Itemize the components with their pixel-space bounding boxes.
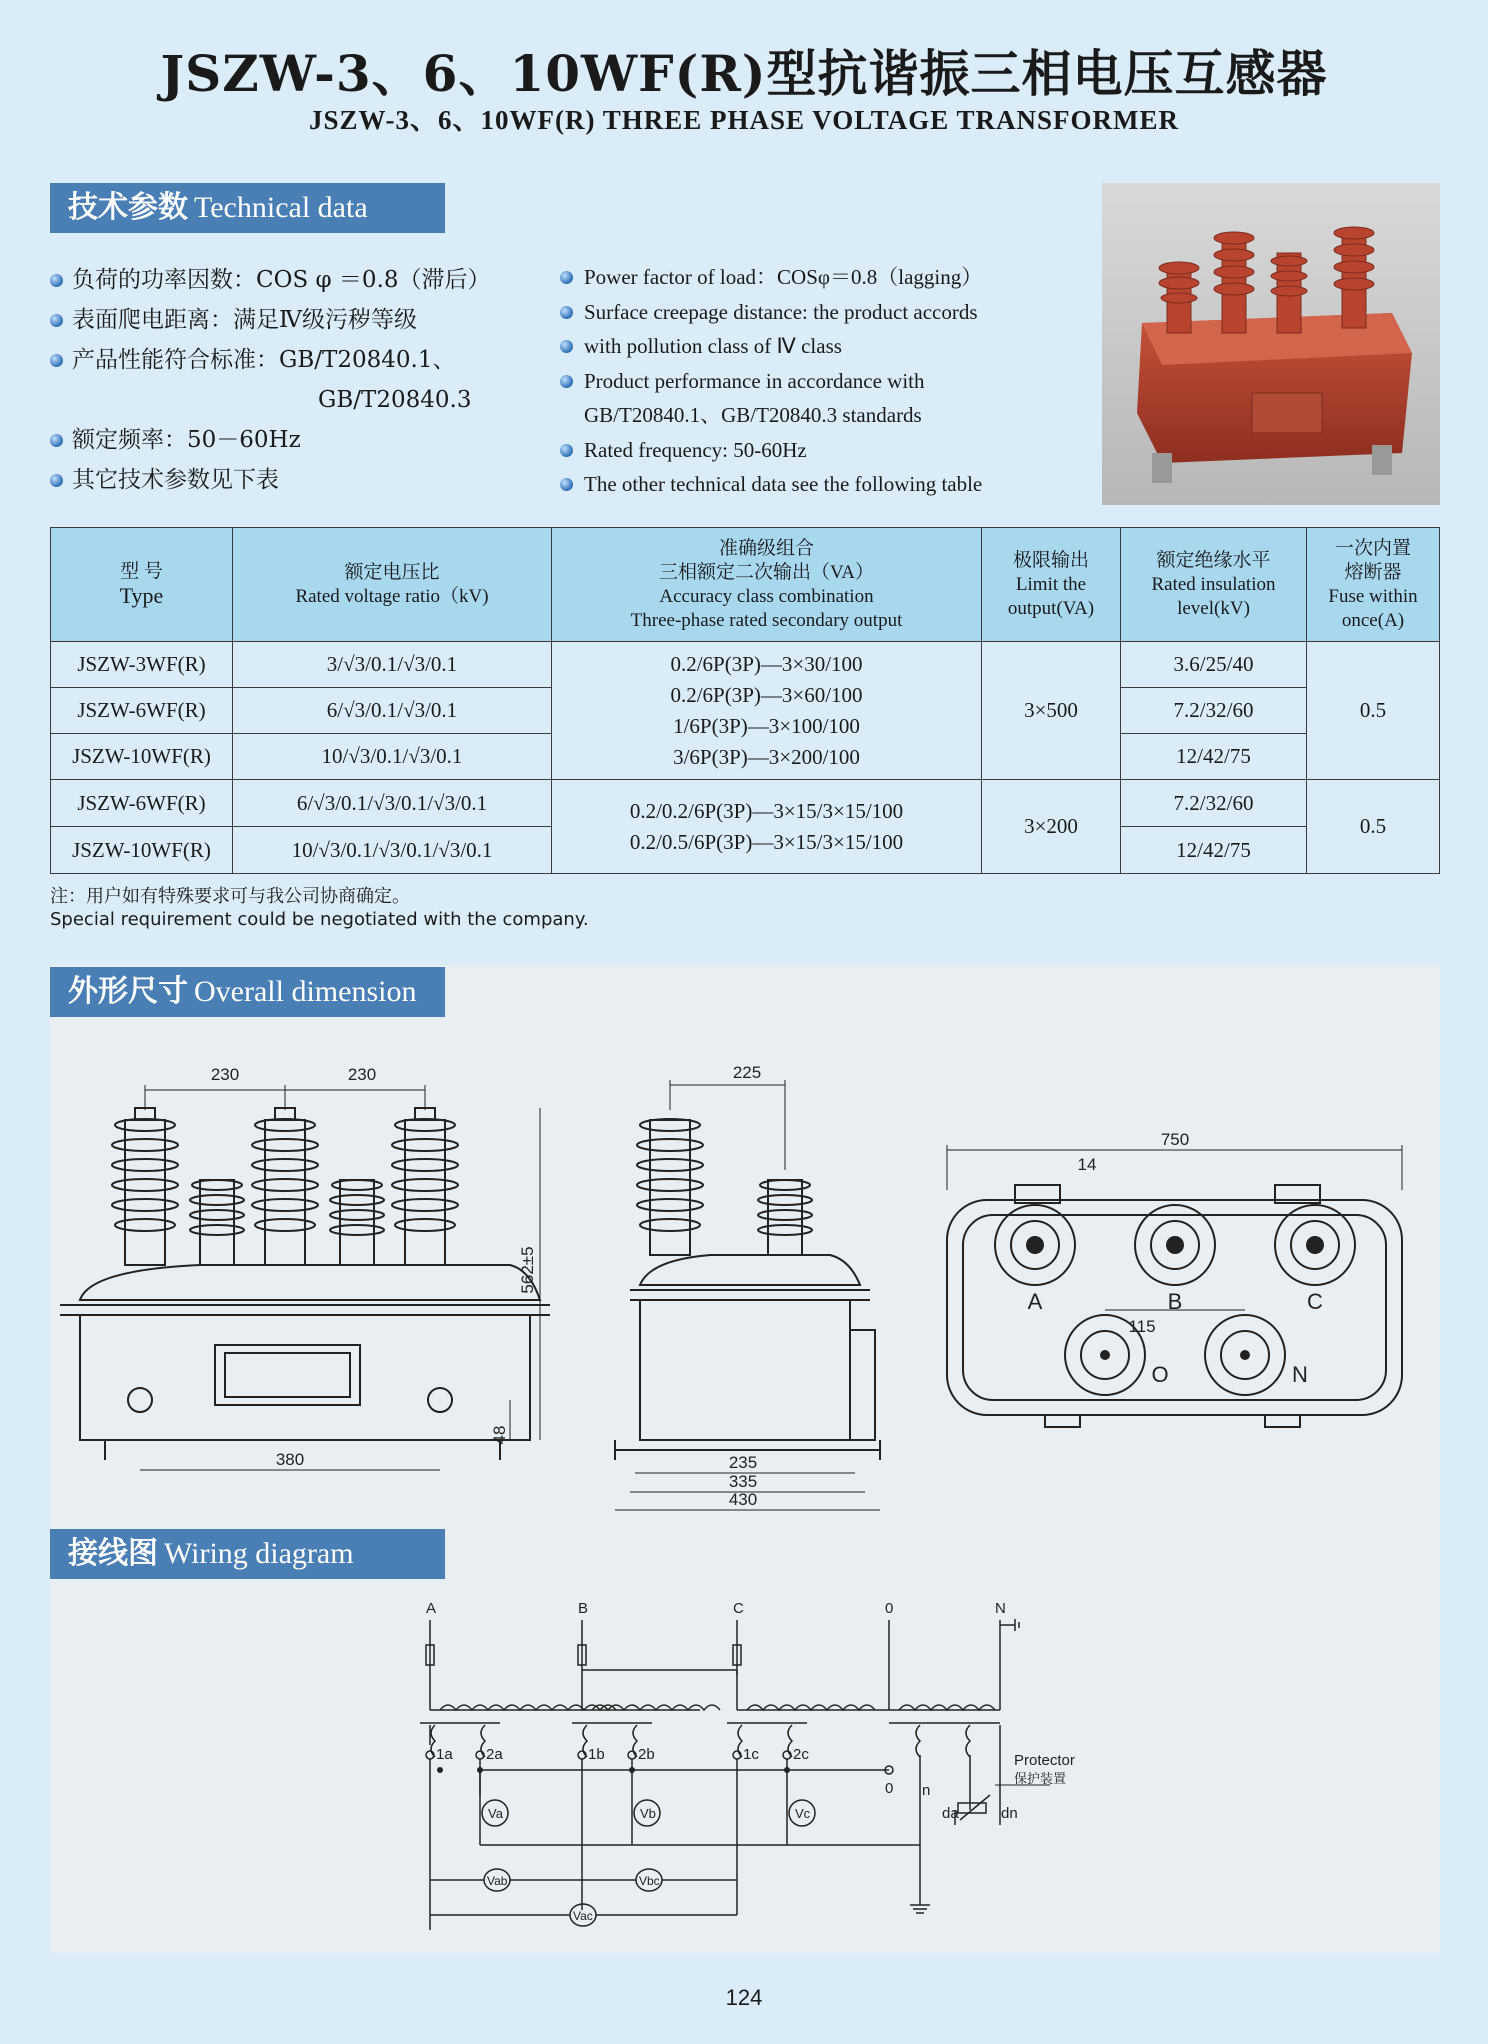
terminal-label-N: N xyxy=(1292,1362,1308,1387)
note xyxy=(50,885,589,931)
section-title-cn: 技术参数 xyxy=(68,190,188,225)
protector-label-cn: 保护装置 xyxy=(1014,1771,1067,1786)
bullet-item: Power factor of load：COSφ＝0.8（lagging） xyxy=(560,260,982,295)
voltmeter-Vac: Vac xyxy=(573,1909,593,1923)
section-title-en: Wiring diagram xyxy=(164,1537,354,1570)
wiring-label-N: N xyxy=(995,1600,1006,1617)
accuracy-group-1: 0.2/6P(3P)—3×30/100 0.2/6P(3P)—3×60/100 1/6P(3P)—3×100/100 3/6P(3P)—3×200/100 xyxy=(552,642,982,780)
voltmeter-Vbc: Vbc xyxy=(639,1874,660,1888)
terminal-1b: 1b xyxy=(588,1746,605,1763)
side-view-drawing xyxy=(615,1080,880,1510)
bullet-item: 表面爬电距离：满足Ⅳ级污秽等级 xyxy=(50,300,491,340)
bullets-en xyxy=(560,260,982,502)
dim-115: 115 xyxy=(1128,1317,1156,1336)
bullet-item: Rated frequency: 50-60Hz xyxy=(560,433,982,468)
terminal-1c: 1c xyxy=(743,1746,759,1763)
terminal-2b: 2b xyxy=(638,1746,655,1763)
protector-label-en: Protector xyxy=(1014,1752,1075,1769)
section-title-cn: 外形尺寸 xyxy=(68,974,188,1009)
terminal-n: n xyxy=(922,1782,931,1799)
dim-380: 380 xyxy=(275,1450,305,1469)
terminal-da: da xyxy=(942,1805,959,1822)
section-title-cn: 接线图 xyxy=(68,1536,158,1571)
accuracy-group-2: 0.2/0.2/6P(3P)—3×15/3×15/100 0.2/0.5/6P(3P)—3×15/3×15/100 xyxy=(552,780,982,874)
bullet-continuation: GB/T20840.1、GB/T20840.3 standards xyxy=(584,403,922,427)
voltmeter-Vb: Vb xyxy=(640,1806,656,1821)
table-row: JSZW-10WF(R) 10/√3/0.1/√3/0.1/√3/0.1 12/42/75 xyxy=(51,827,1440,874)
terminal-label-A: A xyxy=(1027,1289,1043,1314)
col-accuracy: 准确级组合 三相额定二次输出（VA） Accuracy class combination Three-phase rated secondary output xyxy=(552,528,982,642)
section-title-en: Overall dimension xyxy=(194,975,417,1008)
dim-14: 14 xyxy=(1077,1155,1097,1174)
bullet-item: with pollution class of Ⅳ class xyxy=(560,329,982,364)
col-fuse: 一次内置 熔断器 Fuse within once(A) xyxy=(1307,528,1440,642)
terminal-label-C: C xyxy=(1307,1289,1323,1314)
bullet-item: 额定频率：50－60Hz xyxy=(50,420,491,460)
page-subtitle: JSZW-3、6、10WF(R) THREE PHASE VOLTAGE TRANSFORMER xyxy=(308,105,1180,135)
dim-48: 48 xyxy=(490,1425,509,1445)
bullet-item: 负荷的功率因数：COS φ ＝0.8（滞后） xyxy=(50,260,491,300)
dim-562: 562±5 xyxy=(518,1246,537,1294)
dim-230-left: 230 xyxy=(210,1065,240,1084)
bullet-item: Product performance in accordance with xyxy=(560,364,982,399)
note-cn: 注：用户如有特殊要求可与我公司协商确定。 xyxy=(50,886,410,907)
terminal-label-O: O xyxy=(1151,1362,1169,1387)
voltmeter-Va: Va xyxy=(488,1806,503,1821)
dim-430: 430 xyxy=(728,1490,758,1509)
voltmeter-Vc: Vc xyxy=(795,1806,811,1821)
terminal-dn: dn xyxy=(1001,1805,1018,1822)
bullet-item: The other technical data see the following table xyxy=(560,467,982,502)
dimension-drawings xyxy=(50,1020,1440,1530)
section-header-wiring xyxy=(50,1529,445,1579)
spec-table xyxy=(50,527,1440,874)
wiring-diagram xyxy=(400,1595,1160,1935)
table-row: JSZW-10WF(R) 10/√3/0.1/√3/0.1 12/42/75 xyxy=(51,734,1440,780)
terminal-1a: 1a xyxy=(436,1746,453,1763)
terminal-0: 0 xyxy=(885,1780,894,1797)
bushing-3 xyxy=(392,1108,458,1265)
bullets-cn xyxy=(50,260,491,500)
dim-230-right: 230 xyxy=(347,1065,377,1084)
product-photo xyxy=(1102,183,1440,505)
note-en: Special requirement could be negotiated with the company. xyxy=(50,909,589,930)
col-ratio: 额定电压比 Rated voltage ratio（kV) xyxy=(233,528,552,642)
bushing-small-1 xyxy=(190,1180,244,1265)
dim-335: 335 xyxy=(728,1472,758,1491)
front-view-drawing xyxy=(60,1085,550,1470)
bullet-item: 其它技术参数见下表 xyxy=(50,460,491,500)
section-header-dimension xyxy=(50,967,445,1017)
voltmeter-Vab: Vab xyxy=(487,1874,508,1888)
bushing-small-2 xyxy=(330,1180,384,1265)
page-title: JSZW-3、6、10WF(R)型抗谐振三相电压互感器 xyxy=(160,44,1328,103)
wiring-label-0: 0 xyxy=(885,1600,894,1617)
wiring-label-B: B xyxy=(578,1600,589,1617)
table-row: JSZW-6WF(R) 6/√3/0.1/√3/0.1 7.2/32/60 xyxy=(51,688,1440,734)
bullet-item: 产品性能符合标准：GB/T20840.1、 xyxy=(50,340,491,380)
dim-235: 235 xyxy=(728,1453,758,1472)
section-title-en: Technical data xyxy=(194,191,368,224)
terminal-2a: 2a xyxy=(486,1746,503,1763)
bushing-2 xyxy=(252,1108,318,1265)
terminal-label-B: B xyxy=(1167,1289,1183,1314)
bullet-continuation: GB/T20840.3 xyxy=(318,387,472,413)
wiring-label-A: A xyxy=(426,1600,437,1617)
section-header-technical xyxy=(50,183,445,233)
page-number: 124 xyxy=(725,1985,763,2010)
col-insulation: 额定绝缘水平 Rated insulation level(kV) xyxy=(1121,528,1307,642)
terminal-2c: 2c xyxy=(793,1746,809,1763)
dim-750: 750 xyxy=(1160,1130,1190,1149)
wiring-label-C: C xyxy=(733,1600,744,1617)
bullet-item: Surface creepage distance: the product accords xyxy=(560,295,982,330)
table-row: JSZW-3WF(R) 3/√3/0.1/√3/0.1 0.2/6P(3P)—3×30/100 0.2/6P(3P)—3×60/100 1/6P(3P)—3×100/100 3/6P(3P)—3×200/100 3×500 3.6/25/40 0.5 xyxy=(51,642,1440,688)
table-row: JSZW-6WF(R) 6/√3/0.1/√3/0.1/√3/0.1 0.2/0.2/6P(3P)—3×15/3×15/100 0.2/0.5/6P(3P)—3×15/3×15/100 3×200 7.2/32/60 0.5 xyxy=(51,780,1440,827)
bushing-1 xyxy=(112,1108,178,1265)
top-view-drawing xyxy=(947,1145,1402,1427)
col-limit: 极限输出 Limit the output(VA) xyxy=(982,528,1121,642)
col-type: 型 号 Type xyxy=(51,528,233,642)
dim-225: 225 xyxy=(732,1063,762,1082)
